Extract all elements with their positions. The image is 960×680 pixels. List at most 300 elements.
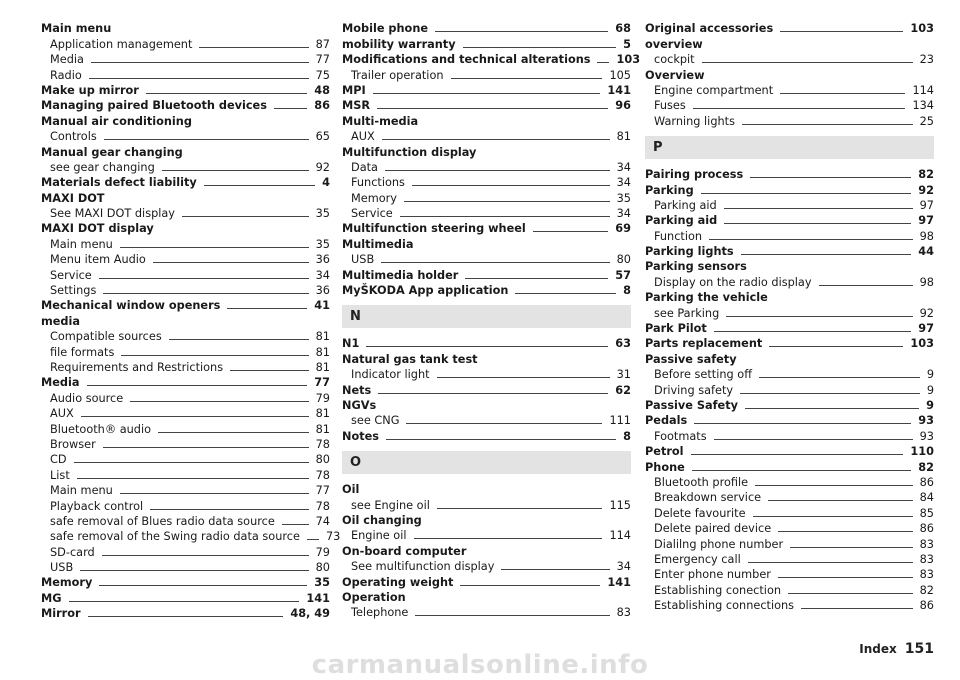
index-entry [41,313,330,328]
entry-term: Warning lights [654,114,735,128]
index-subentry [41,129,330,144]
entry-term: Multifunction steering wheel [342,222,526,236]
watermark: carmanualsonline.info [311,650,649,680]
index-subentry [41,36,330,51]
entry-term: CD [50,453,67,467]
entry-page-ref: 83 [616,606,631,620]
leader-line [778,531,912,532]
index-subentry [41,344,330,359]
entry-term: Make up mirror [41,83,139,97]
entry-page-ref: 87 [315,37,330,51]
leader-line [227,308,307,309]
index-entry [342,590,631,605]
entry-term: Main menu [41,22,112,36]
leader-line [87,385,308,386]
entry-page-ref: 9 [926,368,934,382]
leader-line [386,439,616,440]
index-subentry [645,274,934,289]
leader-line [726,316,912,317]
entry-term: Data [351,160,378,174]
index-subentry [645,305,934,320]
entry-page-ref: 80 [315,561,330,575]
index-entry [342,113,631,128]
index-entry [342,398,631,413]
leader-line [451,78,603,79]
entry-term: mobility warranty [342,37,456,51]
letter-heading: O [342,451,631,474]
index-entry [342,267,631,282]
index-subentry [41,529,341,544]
leader-line [750,177,911,178]
entry-page-ref: 103 [910,337,934,351]
entry-page-ref: 114 [609,529,631,543]
leader-line [373,93,601,94]
entry-page-ref: 4 [322,176,330,190]
entry-term: Parking aid [654,198,717,212]
leader-line [150,509,308,510]
entry-page-ref: 86 [314,99,330,113]
index-subentry [342,367,631,382]
index-entry [645,213,934,228]
index-subentry [41,452,330,467]
entry-term: AUX [50,407,74,421]
index-entry [342,236,631,251]
entry-page-ref: 86 [919,475,934,489]
entry-term: Before setting off [654,368,752,382]
leader-line [741,254,912,255]
entry-term: see Parking [654,306,720,320]
entry-page-ref: 44 [918,245,934,259]
entry-term: Enter phone number [654,568,771,582]
entry-page-ref: 115 [609,498,631,512]
entry-term: Telephone [351,606,409,620]
entry-page-ref: 41 [314,299,330,313]
entry-page-ref: 34 [616,160,631,174]
entry-term: Oil [342,483,360,497]
index-subentry [645,428,934,443]
leader-line [153,262,309,263]
index-column-3 [645,21,934,613]
leader-line [790,547,912,548]
leader-line [753,516,913,517]
leader-line [103,293,308,294]
entry-page-ref: 36 [315,253,330,267]
index-subentry [41,52,330,67]
entry-page-ref: 9 [926,398,934,412]
index-entry [645,459,934,474]
entry-term: Function [654,229,703,243]
index-column-2 [342,21,641,620]
entry-term: Indicator light [351,368,430,382]
entry-term: Parking the vehicle [645,291,768,305]
index-subentry [645,567,934,582]
entry-term: Service [351,207,393,221]
index-subentry [41,544,330,559]
index-entry [645,182,934,197]
entry-page-ref: 79 [315,545,330,559]
entry-page-ref: 92 [918,183,934,197]
index-subentry [342,190,631,205]
index-subentry [645,98,934,113]
entry-term: Mirror [41,607,81,621]
leader-line [597,62,609,63]
index-entry [645,444,934,459]
entry-page-ref: 82 [918,460,934,474]
entry-page-ref: 134 [912,99,934,113]
entry-page-ref: 83 [919,537,934,551]
footer-section-label: Index [859,642,897,656]
entry-page-ref: 77 [315,484,330,498]
index-entry [342,513,631,528]
index-entry [41,98,330,113]
index-entry [645,321,934,336]
entry-term: MSR [342,99,371,113]
entry-term: Main menu [50,484,113,498]
index-subentry [41,283,330,298]
entry-page-ref: 81 [616,130,631,144]
index-entry [645,413,934,428]
entry-term: Notes [342,429,380,443]
index-subentry [41,560,330,575]
entry-term: Parts replacement [645,337,763,351]
entry-term: Materials defect liability [41,176,197,190]
entry-term: Mobile phone [342,22,429,36]
index-subentry [342,206,631,221]
entry-page-ref: 69 [615,222,631,236]
index-entry [645,67,934,82]
leader-line [768,500,913,501]
index-entry [645,351,934,366]
entry-term: Parking sensors [645,260,747,274]
entry-page-ref: 35 [616,191,631,205]
index-subentry [41,206,330,221]
entry-term: Parking [645,183,694,197]
entry-page-ref: 5 [623,37,631,51]
index-subentry [41,437,330,452]
index-entry [645,336,934,351]
index-subentry [645,367,934,382]
entry-term: Browser [50,437,96,451]
entry-page-ref: 84 [919,491,934,505]
entry-page-ref: 35 [314,576,330,590]
entry-page-ref: 62 [615,383,631,397]
entry-term: Radio [50,68,82,82]
entry-page-ref: 23 [919,53,934,67]
entry-term: Breakdown service [654,491,762,505]
entry-page-ref: 75 [315,68,330,82]
entry-term: Pedals [645,414,688,428]
entry-term: Multimedia holder [342,268,459,282]
entry-term: On-board computer [342,544,467,558]
entry-term: Bluetooth® audio [50,422,152,436]
leader-line [91,62,309,63]
entry-term: Parking lights [645,245,734,259]
entry-term: Dialilng phone number [654,537,784,551]
leader-line [692,470,911,471]
index-entry [41,21,330,36]
entry-term: see Engine oil [351,498,430,512]
entry-term: Settings [50,284,97,298]
entry-page-ref: 83 [919,568,934,582]
entry-page-ref: 81 [315,330,330,344]
entry-term: Passive Safety [645,398,738,412]
entry-term: Pairing process [645,168,744,182]
entry-term: see gear changing [50,160,155,174]
index-subentry [41,67,330,82]
entry-page-ref: 97 [918,214,934,228]
entry-term: Service [50,268,92,282]
index-entry [645,398,934,413]
index-subentry [645,505,934,520]
index-entry [41,221,330,236]
entry-page-ref: 98 [919,229,934,243]
entry-page-ref: 8 [623,429,631,443]
entry-term: NGVs [342,398,377,412]
entry-term: Phone [645,460,685,474]
entry-page-ref: 103 [910,22,934,36]
entry-term: Compatible sources [50,330,162,344]
entry-term: Mechanical window openers [41,299,221,313]
leader-line [307,539,319,540]
leader-line [515,293,616,294]
entry-term: Natural gas tank test [342,352,478,366]
leader-line [742,124,913,125]
entry-page-ref: 93 [918,414,934,428]
entry-term: Engine compartment [654,83,774,97]
index-entry [41,175,330,190]
leader-line [769,346,903,347]
entry-page-ref: 82 [918,168,934,182]
entry-page-ref: 34 [315,268,330,282]
entry-page-ref: 141 [607,575,631,589]
entry-term: Petrol [645,445,684,459]
entry-term: MG [41,591,62,605]
index-subentry [342,175,631,190]
entry-term: Requirements and Restrictions [50,360,224,374]
entry-term: file formats [50,345,115,359]
entry-page-ref: 73 [325,530,341,544]
leader-line [121,355,308,356]
index-column-1 [41,21,341,621]
index-entry [342,221,631,236]
index-subentry [41,483,330,498]
entry-page-ref: 86 [919,522,934,536]
leader-line [701,193,912,194]
entry-term: Passive safety [645,352,737,366]
entry-term: Functions [351,176,405,190]
entry-page-ref: 96 [615,99,631,113]
entry-term: Audio source [50,391,124,405]
index-entry [41,144,330,159]
entry-page-ref: 110 [910,445,934,459]
entry-page-ref: 8 [623,284,631,298]
entry-page-ref: 9 [926,383,934,397]
entry-term: Application management [50,37,193,51]
entry-term: Memory [41,576,93,590]
index-entry [342,36,631,51]
entry-term: Overview [645,68,705,82]
entry-term: MAXI DOT [41,191,105,205]
leader-line [437,508,603,509]
index-subentry [645,598,934,613]
entry-page-ref: 34 [616,560,631,574]
index-subentry [645,536,934,551]
leader-line [102,555,309,556]
entry-page-ref: 79 [315,391,330,405]
index-subentry [645,52,934,67]
entry-page-ref: 141 [306,591,330,605]
index-subentry [645,582,934,597]
index-entry [342,52,641,67]
entry-term: Menu item Audio [50,253,146,267]
index-entry [645,36,934,51]
leader-line [120,493,309,494]
index-entry [342,98,631,113]
leader-line [404,201,610,202]
index-subentry [645,83,934,98]
entry-page-ref: 81 [315,360,330,374]
leader-line [378,393,608,394]
entry-page-ref: 36 [315,284,330,298]
page-number: 151 [904,641,934,657]
entry-term: USB [50,561,74,575]
index-entry [342,574,631,589]
letter-heading: N [342,305,631,328]
leader-line [99,585,307,586]
entry-page-ref: 65 [315,130,330,144]
entry-term: Delete paired device [654,522,772,536]
entry-page-ref: 92 [315,160,330,174]
leader-line [104,139,309,140]
index-subentry [645,552,934,567]
entry-term: Footmats [654,429,707,443]
entry-term: cockpit [654,53,695,67]
entry-page-ref: 34 [616,176,631,190]
leader-line [714,331,911,332]
entry-page-ref: 83 [919,552,934,566]
entry-term: Playback control [50,499,144,513]
index-entry [645,259,934,274]
leader-line [120,247,309,248]
entry-page-ref: 92 [919,306,934,320]
index-entry [342,144,631,159]
entry-term: see CNG [351,414,400,428]
entry-term: Original accessories [645,22,774,36]
leader-line [694,423,911,424]
index-entry [342,428,631,443]
entry-page-ref: 34 [616,207,631,221]
index-subentry [41,514,330,529]
entry-term: safe removal of the Swing radio data source [50,530,300,544]
entry-term: MyŠKODA App application [342,284,509,298]
leader-line [81,416,309,417]
entry-term: Engine oil [351,529,407,543]
leader-line [204,185,315,186]
entry-term: N1 [342,337,360,351]
index-entry [342,21,631,36]
leader-line [778,577,913,578]
index-subentry [645,228,934,243]
entry-term: Media [50,53,84,67]
entry-page-ref: 31 [616,368,631,382]
entry-page-ref: 93 [919,429,934,443]
index-entry [41,590,330,605]
index-entry [41,83,330,98]
entry-term: See multifunction display [351,560,495,574]
entry-term: Delete favourite [654,506,746,520]
leader-line [755,485,913,486]
leader-line [801,608,913,609]
entry-page-ref: 141 [607,83,631,97]
leader-line [465,278,608,279]
leader-line [77,478,309,479]
entry-page-ref: 80 [616,253,631,267]
leader-line [162,170,309,171]
leader-line [381,262,609,263]
entry-page-ref: 97 [919,198,934,212]
leader-line [199,47,308,48]
entry-term: Establishing connections [654,599,795,613]
leader-line [691,454,904,455]
entry-term: Operation [342,590,406,604]
index-entry [645,167,934,182]
entry-page-ref: 48 [314,83,330,97]
leader-line [400,216,610,217]
index-subentry [41,160,330,175]
index-subentry [41,360,330,375]
leader-line [435,31,608,32]
index-subentry [41,421,330,436]
leader-line [714,439,913,440]
entry-page-ref: 98 [919,275,934,289]
index-subentry [41,329,330,344]
entry-term: List [50,468,70,482]
leader-line [103,447,309,448]
index-subentry [645,113,934,128]
leader-line [158,432,309,433]
index-subentry [342,559,631,574]
leader-line [702,62,913,63]
index-subentry [342,129,631,144]
leader-line [366,346,608,347]
entry-term: Multifunction display [342,145,477,159]
index-entry [342,382,631,397]
entry-term: Trailer operation [351,68,444,82]
letter-heading: P [645,136,934,159]
index-entry [342,543,631,558]
entry-term: Nets [342,383,372,397]
leader-line [89,78,309,79]
entry-term: SD-card [50,545,95,559]
entry-term: overview [645,37,703,51]
index-entry [41,298,330,313]
entry-term: Media [41,376,80,390]
entry-term: MAXI DOT display [41,222,154,236]
entry-term: Manual air conditioning [41,114,192,128]
index-entry [342,83,631,98]
leader-line [406,423,602,424]
leader-line [819,285,913,286]
leader-line [146,93,307,94]
leader-line [693,108,906,109]
leader-line [724,208,913,209]
entry-term: AUX [351,130,375,144]
index-entry [342,336,631,351]
entry-term: Parking aid [645,214,718,228]
entry-term: Fuses [654,99,686,113]
index-subentry [645,198,934,213]
leader-line [274,108,307,109]
